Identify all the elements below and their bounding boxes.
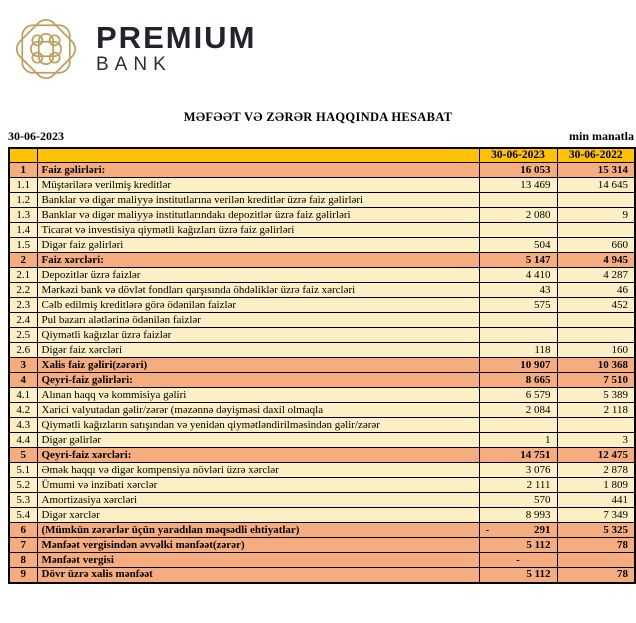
- row-label: Digər gəlirlər: [37, 433, 479, 448]
- row-number: 8: [9, 553, 37, 568]
- row-value-2023: 118: [479, 343, 557, 358]
- row-number: 4.2: [9, 403, 37, 418]
- table-row: [9, 163, 635, 178]
- row-label: Dövr üzrə xalis mənfəət: [37, 568, 479, 583]
- table-row: [9, 568, 635, 583]
- table-row: [9, 463, 635, 478]
- row-number: 1.4: [9, 223, 37, 238]
- table-row: [9, 283, 635, 298]
- row-value-2023: [479, 523, 557, 538]
- row-number: 2.1: [9, 268, 37, 283]
- row-label: Əmək haqqı və digər kompensiya növləri üzrə xərclər: [37, 463, 479, 478]
- table-row: [9, 553, 635, 568]
- row-value-2022: 3: [557, 433, 635, 448]
- row-value-2022: 160: [557, 343, 635, 358]
- unit-label: min manatla: [568, 129, 634, 143]
- row-number: 5: [9, 448, 37, 463]
- row-value-2022: 5 325: [557, 523, 635, 538]
- premium-bank-logo: [10, 12, 256, 86]
- table-row: [9, 328, 635, 343]
- row-value-2022: 2 878: [557, 463, 635, 478]
- brand-text: [96, 22, 256, 76]
- report-rows: [9, 163, 635, 583]
- row-value-2022: 4 945: [557, 253, 635, 268]
- row-value-2022: 15 314: [557, 163, 635, 178]
- negative-sign: -: [485, 523, 490, 536]
- row-number: 2: [9, 253, 37, 268]
- row-number: 3: [9, 358, 37, 373]
- row-label: (Mümkün zərərlər üçün yaradılan məqsədli ehtiyatlar): [37, 523, 479, 538]
- row-number: 4.3: [9, 418, 37, 433]
- report-title: MƏFƏƏT VƏ ZƏRƏR HAQQINDA HESABAT: [183, 110, 453, 124]
- row-value-2023: 1: [479, 433, 557, 448]
- row-value-2022: 660: [557, 238, 635, 253]
- knot-emblem-icon: [10, 12, 82, 86]
- row-value-2023: 575: [479, 298, 557, 313]
- row-label: Mənfəət vergisi: [37, 553, 479, 568]
- table-row: [9, 238, 635, 253]
- row-value-2022: 46: [557, 283, 635, 298]
- row-value-2022: 441: [557, 493, 635, 508]
- row-number: 9: [9, 568, 37, 583]
- row-label: Digər faiz xərcləri: [37, 343, 479, 358]
- row-value-2022: 2 118: [557, 403, 635, 418]
- brand-subtitle: BANK: [96, 54, 172, 76]
- row-number: 2.4: [9, 313, 37, 328]
- row-number: 5.2: [9, 478, 37, 493]
- row-value-2022: [557, 313, 635, 328]
- row-value-2023: 2 111: [479, 478, 557, 493]
- row-number: 7: [9, 538, 37, 553]
- row-value-2023: [479, 328, 557, 343]
- table-row: [9, 493, 635, 508]
- row-label: Digər faiz gəlirləri: [37, 238, 479, 253]
- row-number: 4: [9, 373, 37, 388]
- table-row: [9, 478, 635, 493]
- row-value-2023: [479, 223, 557, 238]
- row-value-2023: 2 084: [479, 403, 557, 418]
- row-label: Ticarət və investisiya qiymətli kağızları üzrə faiz gəlirləri: [37, 223, 479, 238]
- row-number: 5.4: [9, 508, 37, 523]
- row-value-2023: 5 112: [479, 538, 557, 553]
- row-value-2023: -: [479, 553, 557, 568]
- row-value-2022: 4 287: [557, 268, 635, 283]
- row-label: Faiz gəlirləri:: [37, 163, 479, 178]
- row-label: Qiymətli kağızların satışından və yenidən qiymətləndirilməsindən gəlir/zərər: [37, 418, 479, 433]
- row-value-2023: 4 410: [479, 268, 557, 283]
- header-empty-label-cell: [37, 148, 479, 163]
- row-value-2023: 2 080: [479, 208, 557, 223]
- value-text: 291: [534, 523, 551, 536]
- row-label: Qiymətli kağızlar üzrə faizlər: [37, 328, 479, 343]
- row-label: Pul bazarı alətlərinə ödənilən faizlər: [37, 313, 479, 328]
- table-row: [9, 208, 635, 223]
- table-row: [9, 358, 635, 373]
- table-row: [9, 418, 635, 433]
- table-row: [9, 433, 635, 448]
- row-value-2023: 43: [479, 283, 557, 298]
- row-value-2023: [479, 313, 557, 328]
- table-row: [9, 343, 635, 358]
- row-value-2022: 7 510: [557, 373, 635, 388]
- header-col-2023: 30-06-2023: [479, 148, 557, 163]
- row-number: 5.1: [9, 463, 37, 478]
- brand-name: PREMIUM: [96, 20, 257, 56]
- row-value-2022: [557, 193, 635, 208]
- table-row: [9, 253, 635, 268]
- row-value-2023: 5 147: [479, 253, 557, 268]
- row-value-2023: 8 993: [479, 508, 557, 523]
- row-value-2023: 504: [479, 238, 557, 253]
- row-number: 2.2: [9, 283, 37, 298]
- table-row: [9, 373, 635, 388]
- row-label: Banklar və digər maliyyə institutlarına verilən kreditlər üzrə faiz gəlirləri: [37, 193, 479, 208]
- table-row: [9, 298, 635, 313]
- row-label: Alınan haqq və kommisiya gəliri: [37, 388, 479, 403]
- table-row: [9, 268, 635, 283]
- row-value-2023: 570: [479, 493, 557, 508]
- table-row: [9, 523, 635, 538]
- row-number: 1.2: [9, 193, 37, 208]
- row-number: 1.3: [9, 208, 37, 223]
- row-number: 4.1: [9, 388, 37, 403]
- report-date: 30-06-2023: [8, 129, 64, 143]
- table-header-row: [9, 148, 635, 163]
- row-label: Digər xərclər: [37, 508, 479, 523]
- profit-loss-table: [8, 147, 636, 584]
- table-row: [9, 388, 635, 403]
- row-value-2022: [557, 418, 635, 433]
- row-value-2023: 6 579: [479, 388, 557, 403]
- row-label: Mənfəət vergisindən əvvəlki mənfəət(zərər): [37, 538, 479, 553]
- row-label: Cəlb edilmiş kreditlərə görə ödənilən faizlər: [37, 298, 479, 313]
- row-value-2023: 5 112: [479, 568, 557, 583]
- row-label: Banklar və digər maliyyə institutlarındakı depozitlər üzrə faiz gəlirləri: [37, 208, 479, 223]
- row-value-2023: [479, 193, 557, 208]
- row-number: 5.3: [9, 493, 37, 508]
- row-value-2023: 8 665: [479, 373, 557, 388]
- row-number: 6: [9, 523, 37, 538]
- row-number: 2.3: [9, 298, 37, 313]
- row-value-2022: 1 809: [557, 478, 635, 493]
- table-row: [9, 403, 635, 418]
- row-value-2022: 78: [557, 568, 635, 583]
- table-row: [9, 193, 635, 208]
- row-number: 1: [9, 163, 37, 178]
- table-row: [9, 313, 635, 328]
- row-value-2023: 13 469: [479, 178, 557, 193]
- row-number: 4.4: [9, 433, 37, 448]
- row-label: Ümumi və inzibati xərclər: [37, 478, 479, 493]
- row-value-2022: 78: [557, 538, 635, 553]
- row-label: Xalis faiz gəliri(zərəri): [37, 358, 479, 373]
- row-value-2022: 12 475: [557, 448, 635, 463]
- table-row: [9, 448, 635, 463]
- row-value-2022: 452: [557, 298, 635, 313]
- row-value-2022: [557, 223, 635, 238]
- row-number: 1.1: [9, 178, 37, 193]
- row-value-2022: 9: [557, 208, 635, 223]
- row-value-2023: 14 751: [479, 448, 557, 463]
- row-value-2023: 3 076: [479, 463, 557, 478]
- row-value-2022: 5 389: [557, 388, 635, 403]
- header-col-2022: 30-06-2022: [557, 148, 635, 163]
- row-label: Xarici valyutadan gəlir/zərər (məzənnə dəyişməsi daxil olmaqla: [37, 403, 479, 418]
- row-value-2022: [557, 328, 635, 343]
- table-row: [9, 178, 635, 193]
- table-row: [9, 223, 635, 238]
- row-label: Depozitlər üzrə faizlər: [37, 268, 479, 283]
- table-row: [9, 538, 635, 553]
- row-value-2022: [557, 553, 635, 568]
- row-label: Faiz xərcləri:: [37, 253, 479, 268]
- row-label: Müştərilərə verilmiş kreditlər: [37, 178, 479, 193]
- table-row: [9, 508, 635, 523]
- row-label: Amortizasiya xərcləri: [37, 493, 479, 508]
- row-label: Qeyri-faiz xərcləri:: [37, 448, 479, 463]
- row-label: Qeyri-faiz gəlirləri:: [37, 373, 479, 388]
- row-number: 1.5: [9, 238, 37, 253]
- header-empty-number-cell: [9, 148, 37, 163]
- row-number: 2.5: [9, 328, 37, 343]
- report-meta: [8, 129, 634, 144]
- row-value-2022: 7 349: [557, 508, 635, 523]
- row-value-2022: 10 368: [557, 358, 635, 373]
- row-label: Mərkəzi bank və dövlət fondları qarşısında öhdəliklər üzrə faiz xərcləri: [37, 283, 479, 298]
- row-value-2023: [479, 418, 557, 433]
- row-number: 2.6: [9, 343, 37, 358]
- row-value-2023: 16 053: [479, 163, 557, 178]
- row-value-2023: 10 907: [479, 358, 557, 373]
- row-value-2022: 14 645: [557, 178, 635, 193]
